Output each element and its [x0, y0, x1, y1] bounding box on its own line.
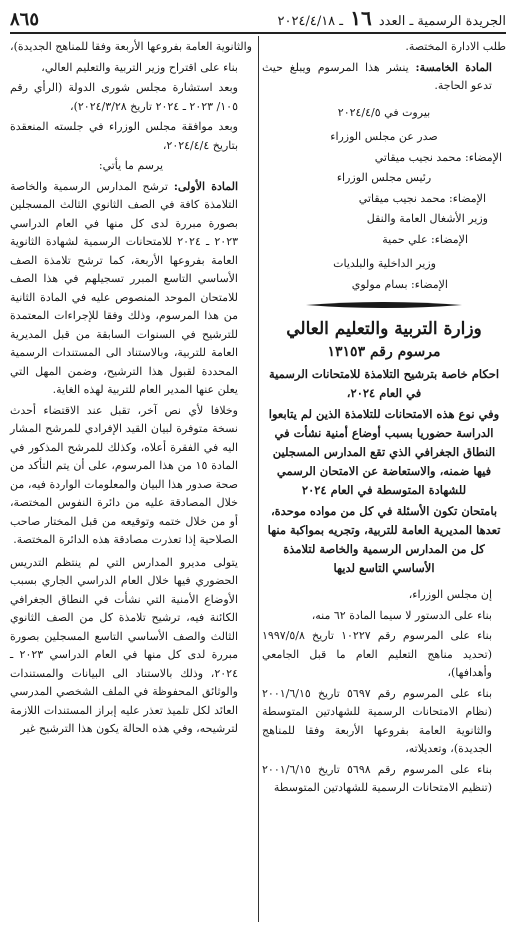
header-page-number: ٨٦٥ — [10, 9, 40, 30]
header-rule — [10, 32, 506, 34]
paragraph: وبعد استشارة مجلس شورى الدولة (الرأي رقم ١٠٥/ ٢٠٢٣ ـ ٢٠٢٤ تاريخ ٢٠٢٤/٣/٢٨)، — [10, 81, 238, 113]
decree-enacting-clause: يرسم ما يأتي: — [98, 159, 164, 172]
header-issue-number: ١٦ — [350, 6, 372, 30]
pm-title: رئيس مجلس الوزراء — [336, 171, 432, 184]
signature-line: الإمضاء: محمد نجيب ميقاتي — [374, 150, 502, 164]
ministry-heading: وزارة التربية والتعليم العالي — [286, 319, 482, 339]
preamble-item: بناء على المرسوم رقم ١٠٢٢٧ تاريخ ١٩٩٧/٥/٨ (تحديد مناهج التعليم العام ما قبل الجامعي وأهدافها)، — [262, 629, 492, 679]
place-date: بيروت في ٢٠٢٤/٤/٥ — [337, 105, 431, 119]
paragraph: طلب الادارة المختصة. — [405, 40, 506, 53]
right-column — [262, 38, 506, 800]
decree-title-line: بامتحان تكون الأسئلة في كل من مواده موحدة، تعدها المديرية العامة للتربية، وتجريه بمواكبة منها كل من المدارس الرسمية والخاصة لتلامذة الأساسي التاسع لديها — [267, 504, 501, 575]
paragraph: والثانوية العامة بفروعها الأربعة وفقا للمناهج الجديدة)، — [10, 40, 252, 53]
header-title — [278, 6, 506, 30]
header-title-prefix: الجريدة الرسمية ـ العدد — [378, 14, 506, 29]
signature-line: الإمضاء: بسام مولوي — [351, 277, 448, 291]
paragraph: وبعد موافقة مجلس الوزراء في جلسته المنعقدة بتاريخ ٢٠٢٤/٤/٤، — [10, 120, 238, 152]
preamble-item: بناء على الدستور لا سيما المادة ٦٢ منه، — [311, 608, 492, 622]
preamble-item: بناء على المرسوم رقم ٥٦٩٧ تاريخ ٢٠٠١/٦/١٥ (نظام الامتحانات الرسمية للشهادتين المتوسطة والثانوية العامة بفروعها الأربعة وفقا للمناهج الجديدة)، وتعديلاته، — [262, 686, 492, 755]
paragraph: وخلافا لأي نص آخر، تقبل عند الاقتضاء أحدث نسخة متوفرة لبيان القيد الإفرادي للمرشح المشار اليه في الفقرة أعلاه، وكذلك للمرشح المذكور في المادة ١٥ من هذا المرسوم، على أن يتم التأكد من صحة صدور هذا البيان والمعلومات الواردة فيه، من خلال المصادقة عليه من دائرة النفوس المختصة، أو من خلال ختمه وتوقيعه من قبل المختار صاحب الصلاحية إذا تعذرت مصادقة هذه الدائرة المختصة. — [10, 403, 239, 546]
paragraph: بناء على اقتراح وزير التربية والتعليم العالي، — [41, 60, 238, 74]
issued-by: صدر عن مجلس الوزراء — [330, 130, 438, 143]
preamble — [262, 586, 506, 798]
minister-title: وزير الداخلية والبلديات — [333, 257, 436, 270]
preamble-item: بناء على المرسوم رقم ٥٦٩٨ تاريخ ٢٠٠١/٦/١٥ (تنظيم الامتحانات الرسمية للشهادتين المتوسطة — [262, 762, 492, 794]
column-divider — [258, 36, 259, 922]
article-five — [262, 59, 506, 96]
decree-title-line: احكام خاصة بترشيح التلامذة للامتحانات الرسمية في العام ٢٠٢٤، — [268, 367, 500, 400]
left-column — [10, 38, 252, 741]
article-label: المادة الأولى: — [173, 179, 239, 193]
signature-line: الإمضاء: علي حمية — [382, 232, 468, 246]
decree-title-line: وفي نوع هذه الامتحانات للتلامذة الذين لم يتابعوا الدراسة حضوريا بسبب أوضاع أمنية نشأت في النطاق الجغرافي الذي تقع المدارس المسجلين فيها ضمنه، والاستعاضة عن الامتحان الرسمي للشهادة المتوسطة في العام ٢٠٢٤ — [268, 407, 500, 497]
article-text: ترشح المدارس الرسمية والخاصة التلامذة كافة في الصف الثانوي الثالث المسجلين بصورة مبررة لدى كل منها في العام الدراسي ٢٠٢٣ ـ ٢٠٢٤ للامتحانات الرسمية لشهادة الثانوية العامة بفروعها الأربعة، كما ترشح تلامذة الصف الأساسي التاسع المبرر تسجيلهم في هذا الصف للامتحان الموحد المنصوص عليه في المادة الثانية من هذا المرسوم، وذلك وفقا للإجراءات المعتمدة للترشيح في السنوات السابقة من قبل المديرية العامة للتربية، وبالاستناد الى المستندات الرسمية المحددة لقبول هذا الترشيح، وضمن المهل التي يعلن عنها المدير العام للتربية لهذه الغاية. — [10, 179, 239, 396]
signature-line: الإمضاء: محمد نجيب ميقاتي — [358, 191, 486, 205]
minister-title: وزير الأشغال العامة والنقل — [366, 212, 488, 225]
paragraph: يتولى مديرو المدارس التي لم ينتظم التدريس الحضوري فيها خلال العام الدراسي الجاري بسبب الأوضاع الأمنية التي نشأت في النطاق الجغرافي الكائنة فيه، ترشيح تلامذة كل من الصف الثانوي الثالث والصف الأساسي التاسع المسجلين بصورة مبررة لدى كل منها في العام الدراسي ٢٠٢٣ ـ ٢٠٢٤، وذلك بالاستناد الى البيانات والمستندات والوثائق المحفوظة في الملف الشخصي المدرسي العائد لكل تلميذ تعذر عليه إبراز المستندات اللازمة لترشيحه، وفي هذه الحالة يكون هذا الترشيح غير — [10, 555, 238, 735]
page-header — [10, 8, 506, 30]
decree-number: مرسوم رقم ١٣١٥٣ — [327, 343, 441, 360]
header-date: ـ ٢٠٢٤/٤/١٨ — [277, 14, 344, 29]
divider-ornament-icon — [262, 300, 506, 310]
preamble-item: إن مجلس الوزراء، — [408, 588, 492, 601]
article-text: ينشر هذا المرسوم ويبلغ حيث تدعو الحاجة. — [262, 60, 492, 92]
decree-title — [262, 365, 506, 578]
article-one — [10, 178, 252, 400]
article-label: المادة الخامسة: — [415, 60, 492, 74]
